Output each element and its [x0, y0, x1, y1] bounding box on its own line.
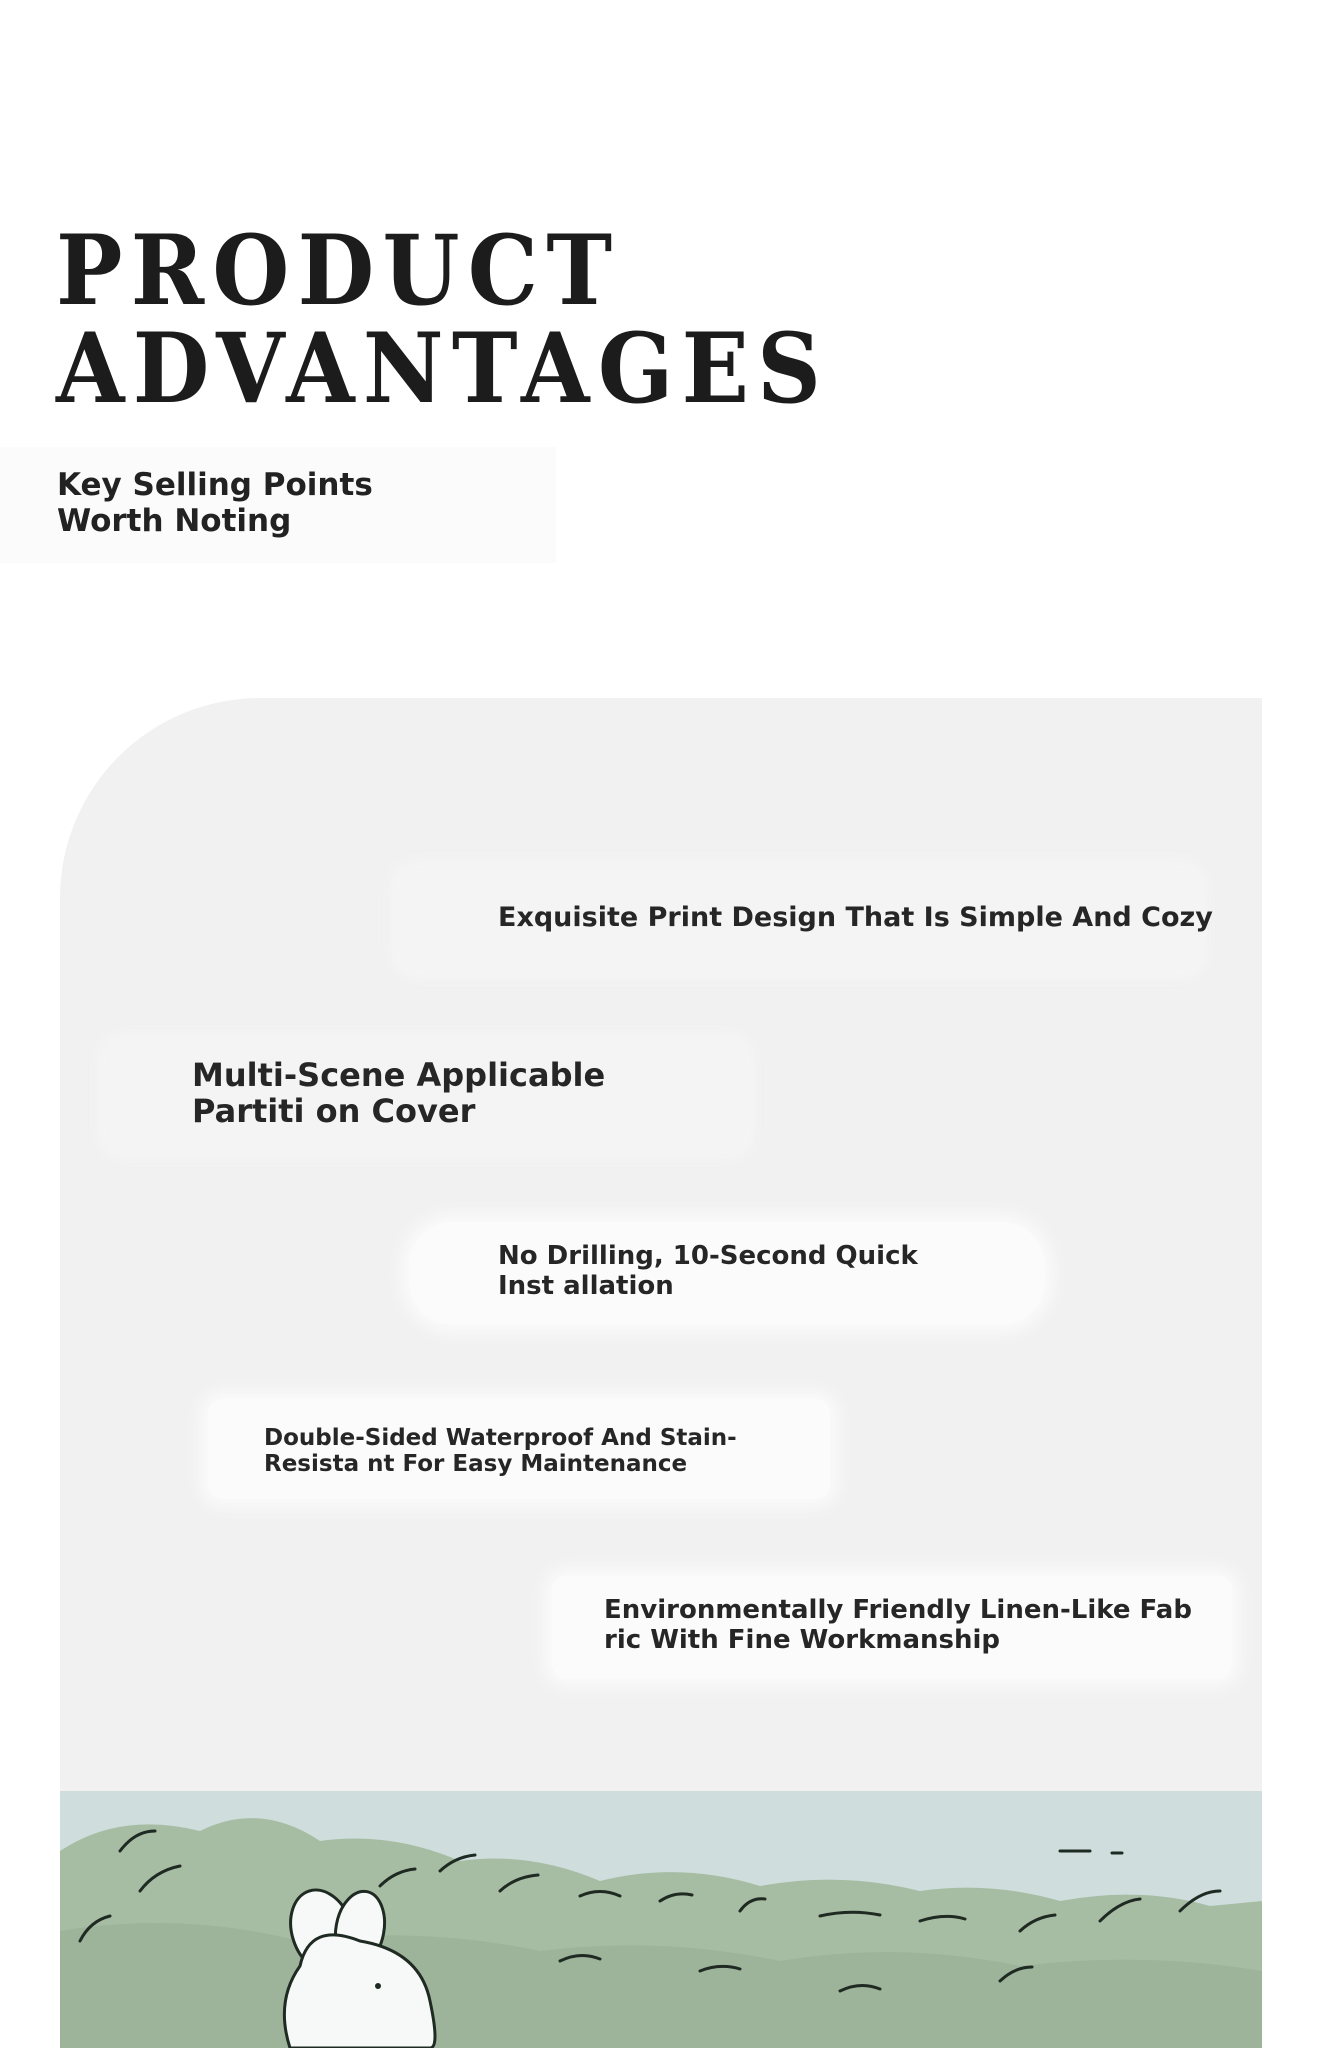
feature-item-4: Double-Sided Waterproof And Stain-Resista nt For Easy Maintenance: [264, 1425, 737, 1477]
feature-item-1: Exquisite Print Design That Is Simple And Cozy: [498, 902, 1213, 933]
bunny-meadow-illustration: [60, 1791, 1262, 2048]
feature-item-2: Multi-Scene Applicable Partiti on Cover: [192, 1056, 606, 1130]
title-line-1: PRODUCT: [56, 214, 621, 327]
section-title: [56, 214, 830, 425]
title-line-2: ADVANTAGES: [56, 312, 830, 425]
feature-item-5: Environmentally Friendly Linen-Like Fab ric With Fine Workmanship: [604, 1595, 1192, 1655]
section-subtitle: Key Selling Points Worth Noting: [57, 467, 373, 539]
feature-item-3: No Drilling, 10-Second Quick Inst allation: [498, 1241, 918, 1301]
features-panel: [60, 698, 1262, 2048]
